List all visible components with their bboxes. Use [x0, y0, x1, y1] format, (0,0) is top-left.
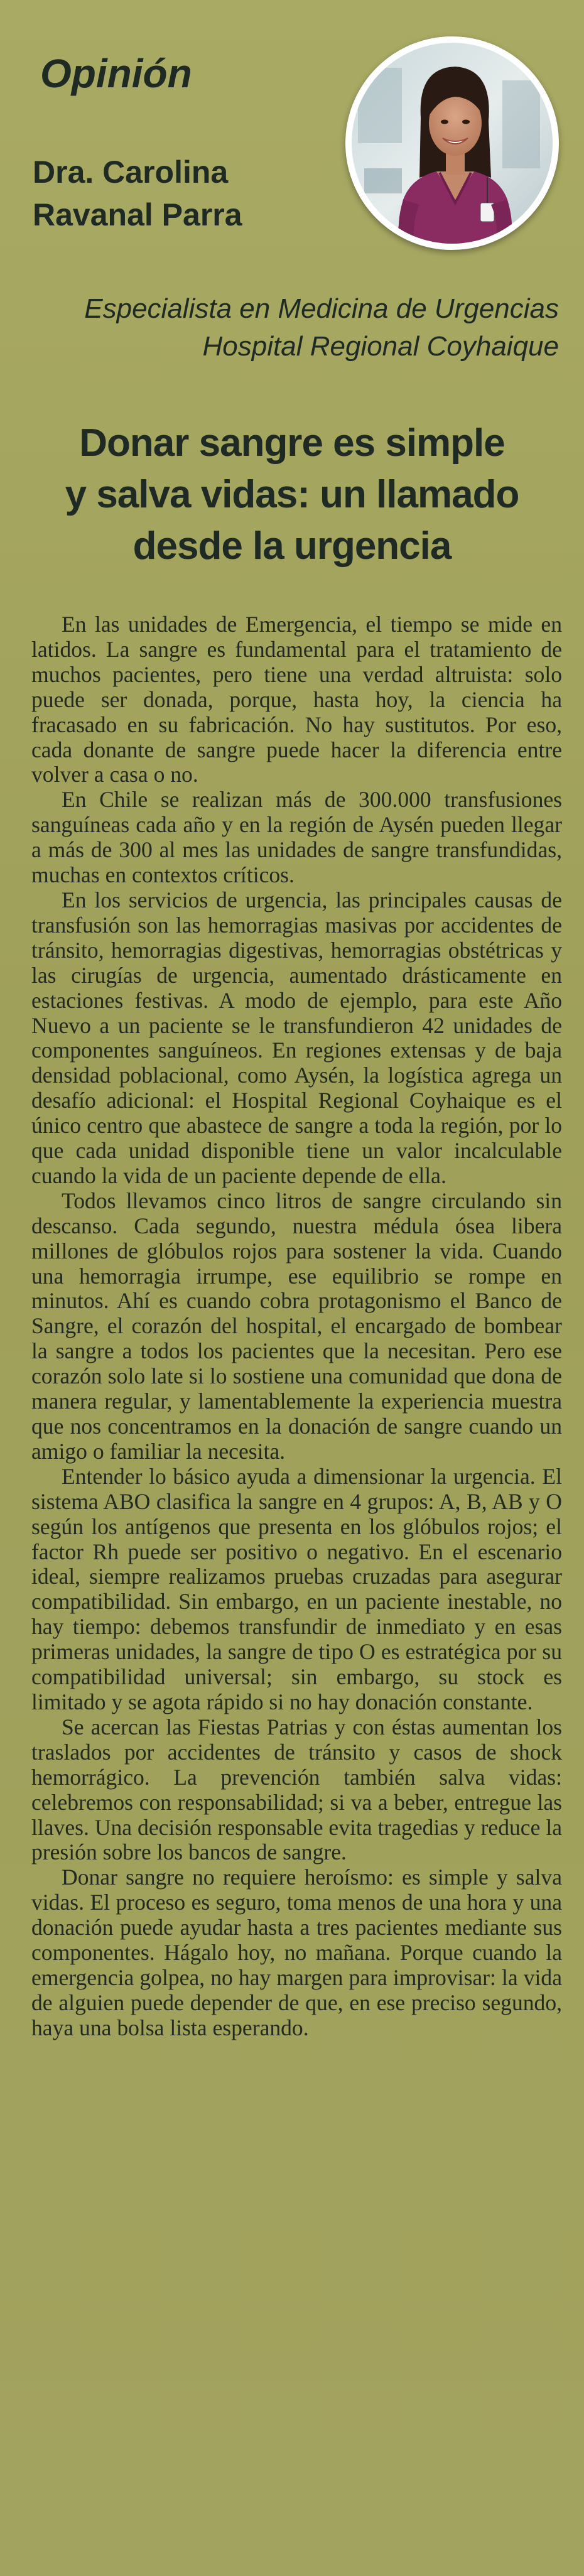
headline-line-3: desde la urgencia	[132, 524, 452, 568]
author-role-line-2: Hospital Regional Coyhaique	[202, 331, 559, 362]
portrait-illustration	[352, 43, 553, 244]
headline-line-2: y salva vidas: un llamado	[65, 473, 519, 516]
author-role	[84, 290, 559, 365]
author-name-line-2: Ravanal Parra	[33, 197, 242, 232]
author-role-line-1: Especialista en Medicina de Urgencias	[84, 293, 559, 324]
section-label: Opinión	[40, 51, 192, 96]
author-portrait-photo	[345, 36, 559, 250]
article-body	[31, 612, 562, 2041]
article-headline	[19, 418, 565, 572]
headline-line-1: Donar sangre es simple	[79, 421, 505, 465]
article-paragraph: Todos llevamos cinco litros de sangre circulando sin descanso. Cada segundo, nuestra médula ósea libera millones de glóbulos rojos para sostener la vida. Cuando una hemorragia irrumpe, ese equilibrio se rompe en minutos. Ahí es cuando cobra protagonismo el Banco de Sangre, el corazón del hospital, el encargado de bombear la sangre a todos los pacientes que la necesitan. Pero ese corazón solo late si lo sostiene una comunidad que dona de manera regular, y lamentablemente la experiencia muestra que nos concentramos en la donación de sangre cuando un amigo o familiar la necesita.	[31, 1188, 562, 1464]
article-paragraph: En las unidades de Emergencia, el tiempo se mide en latidos. La sangre es fundamental para el tratamiento de muchos pacientes, pero tiene una verdad altruista: solo puede ser donada, porque, hasta hoy, la ciencia ha fracasado en su fabricación. No hay sustitutos. Por eso, cada donante de sangre puede hacer la diferencia entre volver a casa o no.	[31, 612, 562, 787]
article-paragraph: Se acercan las Fiestas Patrias y con éstas aumentan los traslados por accidentes de tránsito y casos de shock hemorrágico. La prevención también salva vidas: celebremos con responsabilidad; si va a beber, entregue las llaves. Una decisión responsable evita tragedias y reduce la presión sobre los bancos de sangre.	[31, 1714, 562, 1865]
author-name	[33, 151, 242, 236]
article-paragraph: En los servicios de urgencia, las principales causas de transfusión son las hemorragias masivas por accidentes de tránsito, hemorragias digestivas, hemorragias obstétricas y las cirugías de urgencia, aumentado drásticamente en estaciones festivas. A modo de ejemplo, para este Año Nuevo a un paciente se le transfundieron 42 unidades de componentes sanguíneos. En regiones extensas y de baja densidad poblacional, como Aysén, la logística agrega un desafío adicional: el Hospital Regional Coyhaique es el único centro que abastece de sangre a toda la región, por lo que cada unidad disponible tiene un valor incalculable cuando la vida de un paciente depende de ella.	[31, 887, 562, 1188]
article-paragraph: En Chile se realizan más de 300.000 transfusiones sanguíneas cada año y en la región de Aysén pueden llegar a más de 300 al mes las unidades de sangre transfundidas, muchas en contextos críticos.	[31, 787, 562, 888]
article-paragraph: Donar sangre no requiere heroísmo: es simple y salva vidas. El proceso es seguro, toma menos de una hora y una donación puede ayudar hasta a tres pacientes mediante sus componentes. Hágalo hoy, no mañana. Porque cuando la emergencia golpea, no hay margen para improvisar: la vida de alguien puede depender de que, en ese preciso segundo, haya una bolsa lista esperando.	[31, 1864, 562, 2040]
article-paragraph: Entender lo básico ayuda a dimensionar la urgencia. El sistema ABO clasifica la sangre en 4 grupos: A, B, AB y O según los antígenos que presenta en los glóbulos rojos; el factor Rh puede ser positivo o negativo. En el escenario ideal, siempre realizamos pruebas cruzadas para asegurar compatibilidad. Sin embargo, en un paciente inestable, no hay tiempo: debemos transfundir de inmediato y en esas primeras unidades, la sangre de tipo O es estratégica por su compatibilidad universal; sin embargo, su stock es limitado y se agota rápido si no hay donación constante.	[31, 1463, 562, 1714]
author-name-line-1: Dra. Carolina	[33, 154, 229, 190]
